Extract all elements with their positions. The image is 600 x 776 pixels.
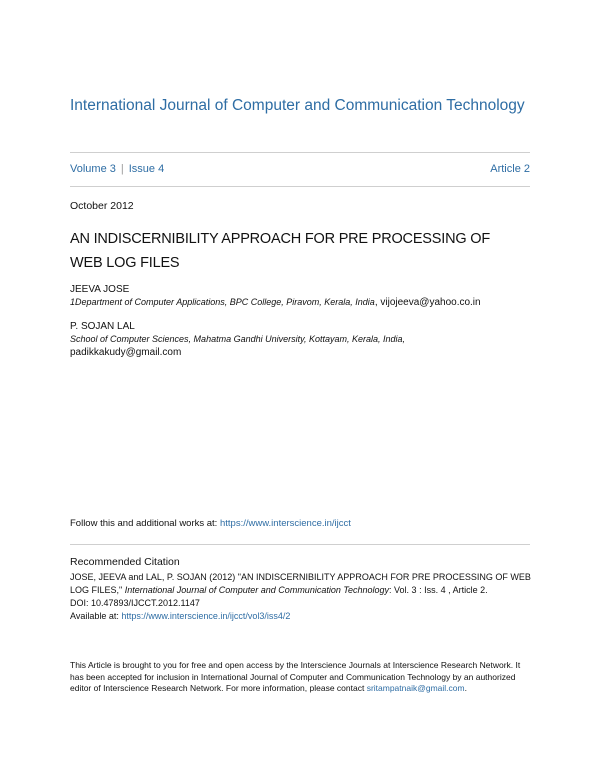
footer-end: . — [464, 683, 467, 693]
top-divider — [70, 152, 530, 153]
separator: | — [120, 163, 124, 175]
follow-line — [70, 518, 351, 529]
paper-title — [70, 227, 530, 275]
paper-title-line-1: AN INDISCERNIBILITY APPROACH FOR PRE PROCESSING OF — [70, 231, 490, 247]
author-affiliation: School of Computer Sciences, Mahatma Gandhi University, Kottayam, Kerala, India, — [70, 334, 405, 344]
footer-notice — [70, 660, 532, 695]
author-email: padikkakudy@gmail.com — [70, 347, 182, 358]
author-affiliation: 1Department of Computer Applications, BPC College, Piravom, Kerala, India — [70, 297, 375, 307]
author-name: P. SOJAN LAL — [70, 321, 135, 332]
follow-text: Follow this and additional works at: — [70, 518, 220, 529]
issue-divider — [70, 186, 530, 187]
available-label: Available at: — [70, 611, 122, 621]
citation-volume: : Vol. 3 : Iss. 4 , Article 2. — [389, 585, 488, 595]
issue-link[interactable]: Issue 4 — [128, 163, 165, 175]
volume-link[interactable]: Volume 3 — [70, 163, 116, 175]
citation-doi: DOI: 10.47893/IJCCT.2012.1147 — [70, 598, 200, 608]
citation-divider — [70, 544, 530, 545]
citation-text: JOSE, JEEVA and LAL, P. SOJAN (2012) "AN INDISCERNIBILITY APPROACH FOR PRE PROCESSING OF WEB LOG FILES," — [70, 572, 531, 595]
available-link[interactable]: https://www.interscience.in/ijcct/vol3/iss4/2 — [121, 611, 291, 621]
journal-title[interactable]: International Journal of Computer and Communication Technology — [70, 97, 525, 114]
citation-heading: Recommended Citation — [70, 556, 180, 568]
author-affiliation-line — [70, 296, 530, 309]
follow-link[interactable]: https://www.interscience.in/ijcct — [219, 518, 351, 529]
citation-journal: International Journal of Computer and Communication Technology — [124, 585, 390, 595]
author-block — [70, 283, 530, 309]
author-email: , vijojeeva@yahoo.co.in — [374, 297, 481, 308]
publication-date: October 2012 — [70, 200, 134, 212]
paper-title-line-2: WEB LOG FILES — [70, 255, 180, 271]
citation-body — [70, 571, 532, 623]
author-block — [70, 320, 530, 359]
author-name: JEEVA JOSE — [70, 284, 130, 295]
contact-email-link[interactable]: sritampatnaik@gmail.com — [366, 683, 465, 693]
issue-row — [70, 163, 530, 177]
article-link[interactable]: Article 2 — [490, 163, 530, 175]
footer-text: This Article is brought to you for free and open access by the Interscience Journals at Interscience Research Network. It has been accepted for inclusion in International Journal of Computer and Communication Technology by an authorized editor of Interscience Research Network. For more information, please contact — [70, 660, 521, 693]
